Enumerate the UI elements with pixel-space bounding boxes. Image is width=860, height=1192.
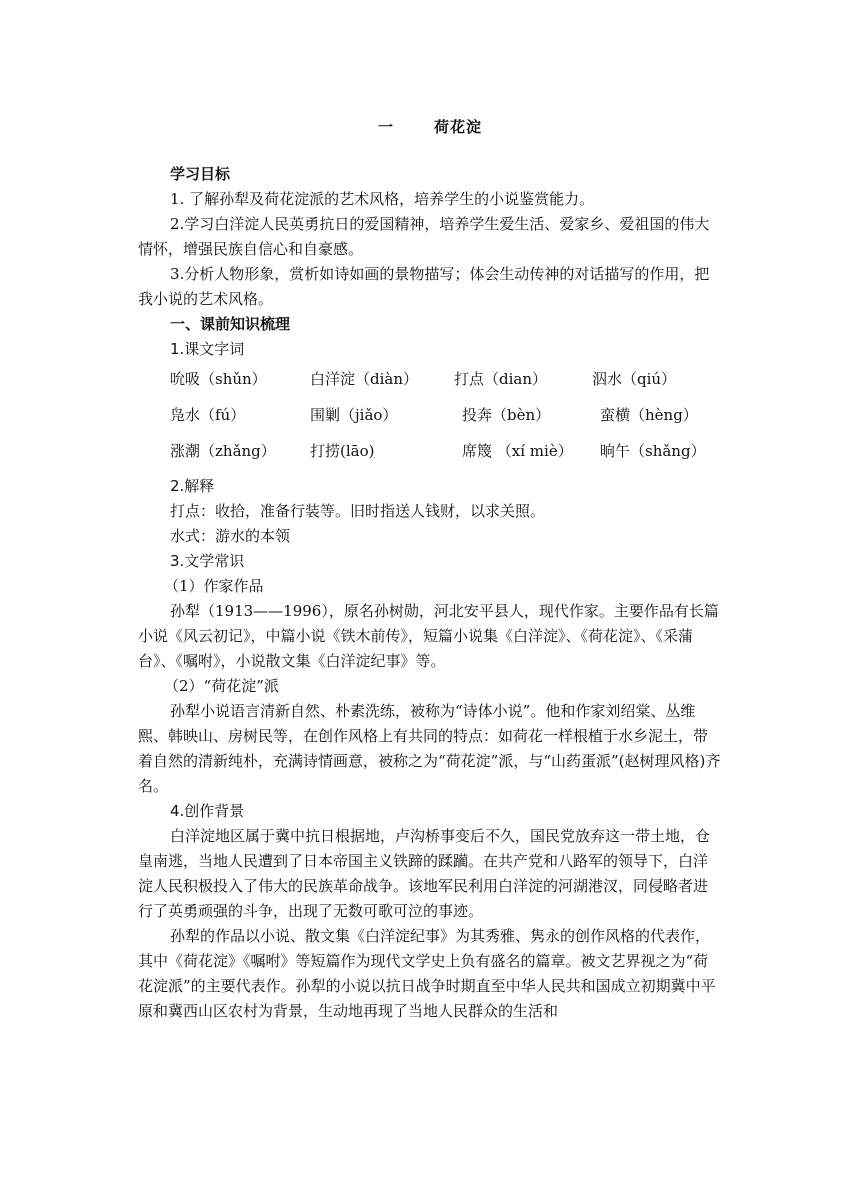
vocab-item: 打点（dian） — [454, 370, 548, 388]
author-subheading: （1）作家作品 — [164, 577, 264, 595]
lesson-number: 一 — [377, 118, 394, 136]
vocab-row — [138, 434, 722, 470]
document-body — [138, 162, 722, 1024]
lesson-name: 荷花淀 — [434, 118, 483, 136]
vocab-item: 投奔（bèn） — [462, 406, 551, 424]
vocab-item: 白洋淀（diàn） — [310, 370, 419, 388]
background-paragraph: 白洋淀地区属于冀中抗日根据地，卢沟桥事变后不久，国民党放弃这一带土地，仓皇南逃，当地人民遭到了日本帝国主义铁蹄的蹂躏。在共产党和八路军的领导下，白洋淀人民积极投入了伟大的民族革命战争。该地军民利用白洋淀的河湖港汊，同侵略者进行了英勇顽强的斗争，出现了无数可歌可泣的事迹。 — [138, 827, 711, 920]
vocab-item: 打捞(lāo) — [310, 442, 375, 460]
background-heading: 4.创作背景 — [170, 802, 245, 820]
explain-heading: 2.解释 — [170, 477, 215, 495]
objective-item: 1. 了解孙犁及荷花淀派的艺术风格，培养学生的小说鉴赏能力。 — [170, 190, 595, 208]
school-paragraph: 孙犁小说语言清新自然、朴素洗练，被称为“诗体小说”。他和作家刘绍棠、丛维熙、韩映山、房树民等，在创作风格上有共同的特点：如荷花一样根植于水乡泥土，带着自然的清新纯朴，充满诗情画意，被称之为“荷花淀”派，与“山药蛋派”(赵树理风格)齐名。 — [138, 702, 721, 795]
objective-item: 2.学习白洋淀人民英勇抗日的爱国精神，培养学生爱生活、爱家乡、爱祖国的伟大情怀，增强民族自信心和自豪感。 — [138, 215, 710, 258]
author-paragraph: 孙犁（1913——1996），原名孙树勋，河北安平县人，现代作家。主要作品有长篇小说《风云初记》，中篇小说《铁木前传》，短篇小说集《白洋淀》、《荷花淀》、《采蒲台》、《嘱咐》，小说散文集《白洋淀纪事》等。 — [138, 602, 719, 670]
vocab-item: 晌午（shǎng） — [600, 442, 706, 460]
background-paragraph: 孙犁的作品以小说、散文集《白洋淀纪事》为其秀雅、隽永的创作风格的代表作，其中《荷花淀》《嘱咐》等短篇作为现代文学史上负有盛名的篇章。被文艺界视之为“荷花淀派”的主要代表作。孙犁的小说以抗日战争时期直至中华人民共和国成立初期冀中平原和冀西山区农村为背景，生动地再现了当地人民群众的生活和 — [138, 927, 716, 1020]
vocab-item: 泅水（qiú） — [592, 370, 677, 388]
words-heading: 1.课文字词 — [170, 340, 245, 358]
vocab-row — [138, 362, 722, 398]
literature-heading: 3.文学常识 — [170, 552, 245, 570]
section-heading: 一、课前知识梳理 — [170, 315, 291, 333]
objective-item: 3.分析人物形象，赏析如诗如画的景物描写；体会生动传神的对话描写的作用，把我小说的艺术风格。 — [138, 265, 710, 308]
explanation-item: 打点：收拾，准备行装等。旧时指送人钱财，以求关照。 — [170, 502, 546, 520]
lesson-title — [0, 116, 860, 137]
vocab-row — [138, 398, 722, 434]
vocab-item: 凫水（fú） — [170, 406, 246, 424]
vocab-item: 围剿（jiǎo） — [310, 406, 398, 424]
objectives-heading: 学习目标 — [170, 165, 231, 183]
vocab-item: 涨潮（zhǎng） — [170, 442, 276, 460]
explanation-item: 水式：游水的本领 — [170, 527, 291, 545]
school-subheading: （2）“荷花淀”派 — [164, 677, 279, 695]
vocab-item: 席篾 （xí miè） — [462, 442, 573, 460]
vocab-item: 蛮横（hèng） — [600, 406, 698, 424]
vocab-item: 吮吸（shǔn） — [170, 370, 267, 388]
